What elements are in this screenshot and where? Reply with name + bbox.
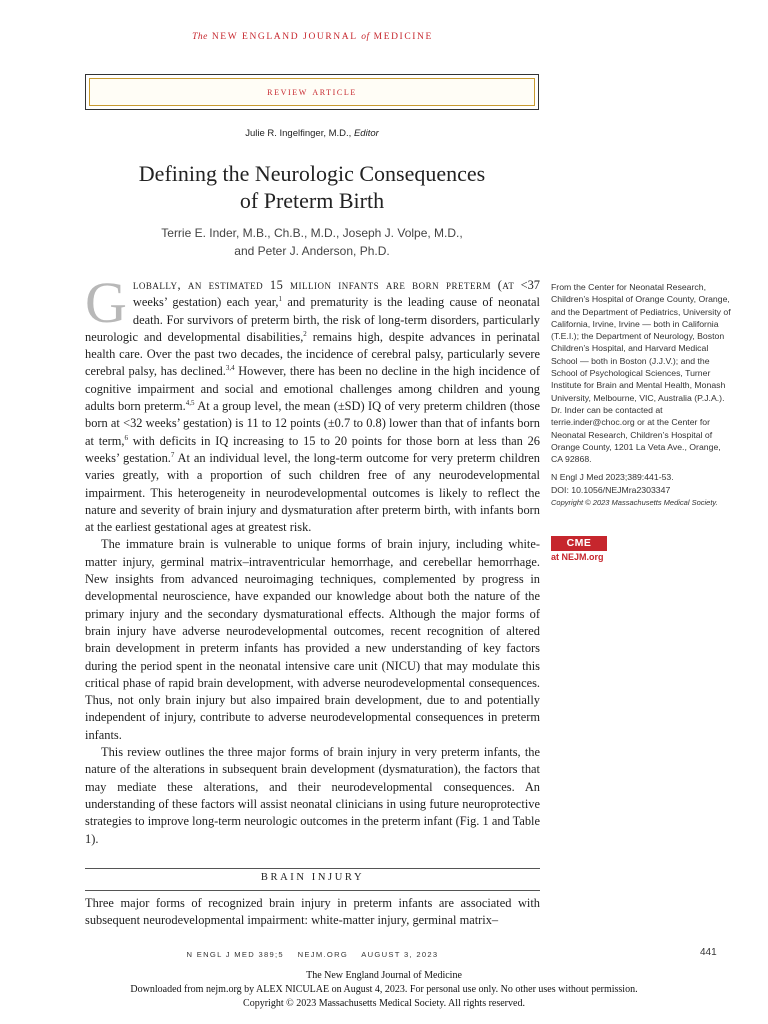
article-title — [85, 160, 539, 214]
ref-superscript[interactable]: 4,5 — [185, 398, 195, 407]
authors-line-2: and Peter J. Anderson, Ph.D. — [234, 244, 390, 258]
ref-superscript[interactable]: 2 — [303, 329, 307, 338]
download-copyright: Copyright © 2023 Massachusetts Medical Society. All rights reserved. — [243, 998, 525, 1009]
author-affiliations: From the Center for Neonatal Research, Children’s Hospital of Orange County, Orange, and the Department of Pediatrics, University of California, Irvine, Irvine — both in California (T.E.I.); the Department of Neurology, Boston Children’s Hospital, and Harvard Medical School — both in Boston (J.J.V.); and the School of Psychological Sciences, Turner Institute for Brain and Mental Health, Monash University, Melbourne, VIC, Australia (P.J.A.). Dr. Inder can be contacted at terrie.inder@choc.org or at the Center for Neonatal Research, Children’s Hospital of Orange County, 1201 La Veta Ave., Orange, CA 92868. — [551, 282, 731, 465]
p1-text-a: <37 weeks’ gestation) each year, — [132, 278, 540, 310]
article-type-label: review article — [267, 86, 357, 98]
authors-line-1: Terrie E. Inder, M.B., Ch.B., M.D., Joseph J. Volpe, M.D., — [161, 226, 463, 240]
title-line-2: of Preterm Birth — [239, 188, 385, 213]
section-heading: BRAIN INJURY — [260, 872, 365, 883]
sidebar — [551, 281, 731, 509]
doi[interactable]: DOI: 10.1056/NEJMra2303347 — [551, 484, 671, 495]
journal-header-of: of — [361, 32, 370, 42]
editor-line — [85, 128, 539, 139]
paragraph-1 — [85, 270, 540, 536]
journal-header — [0, 32, 625, 42]
citation: N Engl J Med 2023;389:441-53. — [551, 472, 674, 483]
drop-cap: G — [85, 270, 127, 335]
article-body — [85, 270, 540, 848]
banner-inner — [89, 78, 535, 106]
paragraph-3: This review outlines the three major forms of brain injury in very preterm infants, the nature of the alterations in subsequent brain development (dysmaturation), the factors that may mediate these alterations, and their neurodevelopmental consequences. An understanding of these factors will assist neonatal clinicians in using future neuroprotective strategies to improve long-term neurologic outcomes in the preterm infant (Fig. 1 and Table 1). — [85, 745, 540, 846]
citation-block — [551, 471, 731, 509]
ref-superscript[interactable]: 7 — [170, 450, 175, 459]
editor-name: Julie R. Ingelfinger, M.D., — [245, 128, 352, 139]
p1-text-f: with deficits in IQ increasing to 15 to 20 points for those born at less than 26 weeks’ gestation. — [85, 433, 540, 465]
section-paragraph: Three major forms of recognized brain injury in preterm infants are associated with subsequent neurodevelopmental impairment: white-matter injury, germinal matrix– — [85, 896, 540, 928]
journal-header-post: MEDICINE — [373, 32, 433, 42]
p1-text-b: and prematurity is the leading cause of neonatal death. For survivors of preterm birth, the risk of long-term disorders, particularly neurologic and developmental disabilities, — [85, 295, 540, 344]
running-footer: N ENGL J MED 389;5 NEJM.ORG AUGUST 3, 2023 — [186, 950, 439, 959]
paragraph-2: The immature brain is vulnerable to unique forms of brain injury, including white-matter injury, germinal matrix–intraventricular hemorrhage, and cerebellar hemorrhage. New insights from advanced neuroimaging techniques, complemented by progress in developmental neuroscience, have expanded our knowledge about both the nature of the primary injury and the secondary dysmaturational effects. Although the major forms of brain injury have adverse neurodevelopmental outcomes, recent recognition of altered brain development in preterm infants has provided a new understanding of key factors during the period spent in the neonatal intensive care unit (NICU) that may modulate this critical phase of rapid brain development, with adverse neurodevelopmental consequences. Thus, not only brain injury but also impaired brain development, due to and potentially independent of injury, contribute to adverse neurodevelopmental consequences in preterm infants. — [85, 537, 540, 742]
journal-header-name: NEW ENGLAND JOURNAL — [211, 32, 358, 42]
download-notice: Downloaded from nejm.org by ALEX NICULAE on August 4, 2023. For personal use only. No other uses without permission. — [130, 984, 638, 995]
ref-superscript[interactable]: 6 — [124, 433, 129, 442]
ref-superscript[interactable]: 1 — [278, 295, 283, 304]
p1-text-c: remains high, despite advances in perinatal health care. Over the past two decades, the incidence of cerebral palsy, particularly severe cerebral palsy, has declined. — [85, 329, 540, 379]
p1-text-g: At an individual level, the long-term outcome for very preterm children varies greatly, with a proportion of such children free of any neurodevelopmental impairment. This heterogeneity in neurodevelopmental outcomes is likely to reflect the nature and severity of brain injury and dysmaturation after preterm birth, with infants born at the earliest gestational ages at greatest risk. — [85, 450, 540, 535]
copyright-notice: Copyright © 2023 Massachusetts Medical Society. — [551, 498, 718, 508]
ref-superscript[interactable]: 3,4 — [225, 364, 235, 373]
editor-role: Editor — [353, 128, 379, 139]
author-list — [85, 224, 539, 260]
page-number: 441 — [700, 947, 717, 958]
opening-small-caps: lobally, an estimated 15 million infants are born preterm (at — [132, 278, 515, 292]
section-rule-bottom — [85, 890, 540, 891]
article-type-banner — [85, 74, 539, 110]
p1-text-e: At a group level, the mean (±SD) IQ of very preterm children (those born at <32 weeks’ gestation) is 11 to 12 points (±0.7 to 0.8) lower than that of infants born at term, — [85, 399, 540, 448]
section-rule-top — [85, 868, 540, 869]
title-line-1: Defining the Neurologic Consequences — [138, 161, 486, 186]
cme-link[interactable]: at NEJM.org — [551, 552, 604, 562]
download-notice-journal: The New England Journal of Medicine — [306, 970, 462, 981]
cme-badge[interactable]: CME — [551, 536, 607, 551]
p1-text-d: However, there has been no decline in the high incidence of cognitive impairment and social and emotional challenges among children and young adults born preterm. — [85, 364, 540, 414]
journal-header-pre: The — [192, 32, 208, 42]
